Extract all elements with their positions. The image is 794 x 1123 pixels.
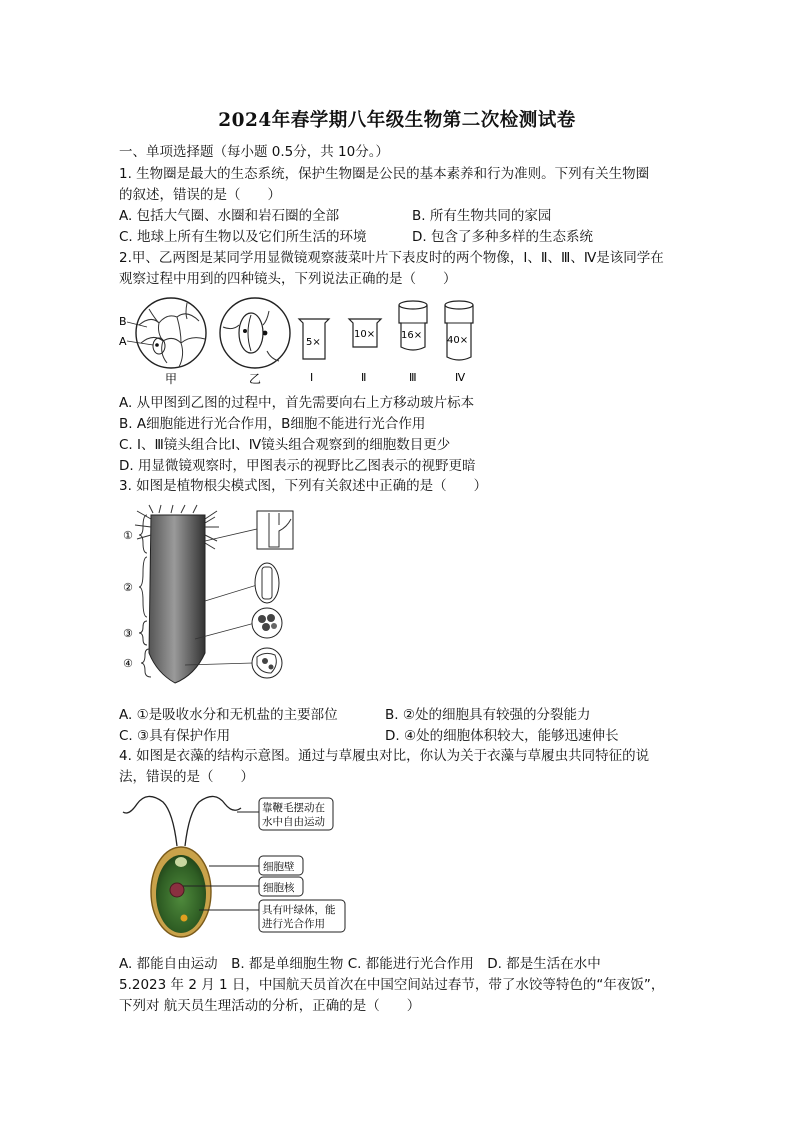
zone-4: ④ bbox=[123, 657, 133, 670]
q1-option-b: B. 所有生物共同的家园 bbox=[412, 208, 552, 224]
svg-text:10×: 10× bbox=[354, 329, 376, 340]
callout-chloroplast-2: 进行光合作用 bbox=[262, 918, 325, 930]
callout-chloroplast-1: 具有叶绿体，能 bbox=[262, 904, 336, 916]
flagella bbox=[123, 796, 241, 846]
zone-3: ③ bbox=[123, 627, 133, 640]
cell-detail-4 bbox=[252, 648, 282, 678]
cell-detail-2 bbox=[255, 563, 279, 603]
svg-text:Ⅳ: Ⅳ bbox=[455, 371, 466, 384]
q2-option-c: C. Ⅰ、Ⅲ镜头组合比Ⅰ、Ⅳ镜头组合观察到的细胞数目更少 bbox=[119, 437, 451, 453]
q4-options: A. 都能自由运动 B. 都是单细胞生物 C. 都能进行光合作用 D. 都是生活在水中 bbox=[119, 956, 601, 972]
callout-flagella-1: 靠鞭毛摆动在 bbox=[262, 802, 325, 814]
label-b: B bbox=[119, 315, 127, 328]
q1-option-c: C. 地球上所有生物以及它们所生活的环境 bbox=[119, 229, 367, 245]
svg-text:Ⅰ: Ⅰ bbox=[310, 371, 314, 384]
svg-text:Ⅲ: Ⅲ bbox=[409, 371, 417, 384]
section-heading: 一、单项选择题（每小题 0.5分，共 10分。） bbox=[119, 144, 389, 160]
svg-text:40×: 40× bbox=[447, 335, 469, 346]
eyespot bbox=[181, 915, 188, 922]
q3-option-d: D. ④处的细胞体积较大，能够迅速伸长 bbox=[385, 728, 619, 744]
svg-text:Ⅱ: Ⅱ bbox=[361, 371, 367, 384]
page-title: 2024年春学期八年级生物第二次检测试卷 bbox=[218, 110, 576, 131]
zone-1: ① bbox=[123, 529, 133, 542]
callout-nucleus: 细胞核 bbox=[263, 882, 295, 894]
callout-flagella-2: 水中自由运动 bbox=[262, 816, 325, 828]
q5-stem-line2: 下列对 航天员生理活动的分析，正确的是（ ） bbox=[119, 998, 421, 1014]
zone-2: ② bbox=[123, 581, 133, 594]
q2-option-b: B. A细胞能进行光合作用，B细胞不能进行光合作用 bbox=[119, 416, 426, 432]
svg-text:16×: 16× bbox=[401, 330, 423, 341]
q4-stem-line1: 4. 如图是衣藻的结构示意图。通过与草履虫对比，你认为关于衣藻与草履虫共同特征的说 bbox=[119, 748, 650, 764]
q2-stem-line2: 观察过程中用到的四种镜头，下列说法正确的是（ ） bbox=[119, 271, 457, 287]
lens-2 bbox=[349, 319, 381, 384]
q1-stem-line1: 1. 生物圈是最大的生态系统，保护生物圈是公民的基本素养和行为准则。下列有关生物圈 bbox=[119, 166, 650, 182]
lens-1 bbox=[299, 319, 329, 384]
q2-option-a: A. 从甲图到乙图的过程中，首先需要向右上方移动玻片标本 bbox=[119, 395, 475, 411]
label-yi: 乙 bbox=[249, 372, 262, 386]
lens-3 bbox=[399, 301, 427, 384]
q4-stem-line2: 法，错误的是（ ） bbox=[119, 769, 254, 785]
microscope-figure bbox=[119, 295, 489, 387]
q5-stem-line1: 5.2023 年 2 月 1 日，中国航天员首次在中国空间站过春节，带了水饺等特色的“年夜饭”， bbox=[119, 977, 665, 993]
view-jia bbox=[119, 298, 206, 386]
root-body bbox=[149, 515, 205, 683]
nucleus bbox=[170, 883, 184, 897]
q2-option-d: D. 用显微镜观察时，甲图表示的视野比乙图表示的视野更暗 bbox=[119, 458, 476, 474]
cell-detail-3 bbox=[252, 608, 282, 638]
q1-option-d: D. 包含了多种多样的生态系统 bbox=[412, 229, 593, 245]
q1-option-a: A. 包括大气圈、水圈和岩石圈的全部 bbox=[119, 208, 340, 224]
svg-text:5×: 5× bbox=[306, 337, 321, 348]
q2-stem-line1: 2.甲、乙两图是某同学用显微镜观察菠菜叶片下表皮时的两个物像，Ⅰ、Ⅱ、Ⅲ、Ⅳ是该同学在 bbox=[119, 250, 664, 266]
root-tip-figure bbox=[119, 505, 299, 687]
cell-detail-1 bbox=[257, 511, 293, 549]
q3-stem: 3. 如图是植物根尖模式图，下列有关叙述中正确的是（ ） bbox=[119, 478, 488, 494]
callout-cell-wall: 细胞壁 bbox=[263, 861, 295, 873]
q3-option-b: B. ②处的细胞具有较强的分裂能力 bbox=[385, 707, 591, 723]
q3-option-a: A. ①是吸收水分和无机盐的主要部位 bbox=[119, 707, 338, 723]
lens-4 bbox=[445, 301, 473, 384]
q1-stem-line2: 的叙述，错误的是（ ） bbox=[119, 187, 281, 203]
chlamydomonas-figure bbox=[119, 792, 349, 942]
label-a: A bbox=[119, 335, 127, 348]
view-yi bbox=[220, 298, 290, 386]
label-jia: 甲 bbox=[165, 372, 178, 386]
q3-option-c: C. ③具有保护作用 bbox=[119, 728, 231, 744]
